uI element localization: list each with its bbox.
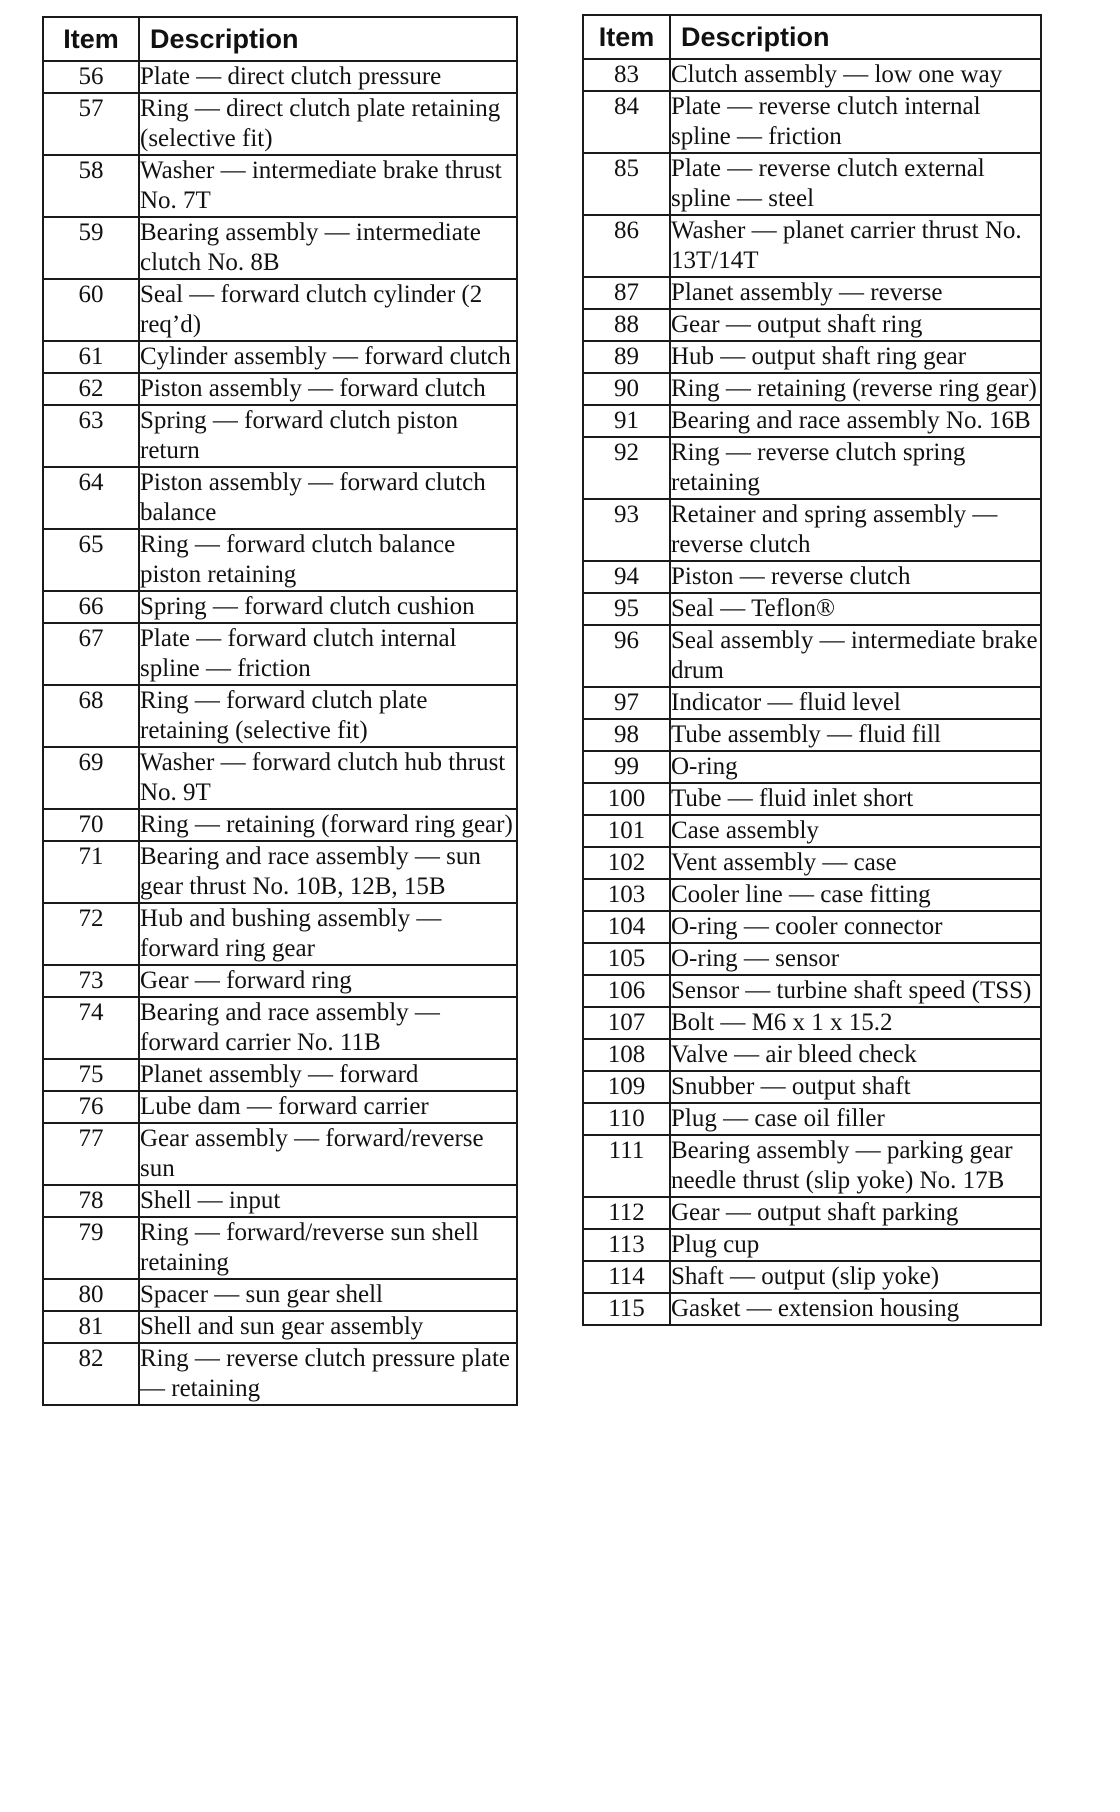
item-description: Bearing assembly — parking gear needle thrust (slip yoke) No. 17B bbox=[670, 1135, 1041, 1197]
item-description: Ring — reverse clutch spring retaining bbox=[670, 437, 1041, 499]
item-number: 60 bbox=[43, 279, 139, 341]
table-row bbox=[43, 155, 517, 217]
table-row bbox=[583, 1039, 1041, 1071]
item-number: 112 bbox=[583, 1197, 670, 1229]
table-row bbox=[43, 1279, 517, 1311]
description-column-header: Description bbox=[139, 17, 517, 61]
table-row bbox=[43, 591, 517, 623]
item-number: 110 bbox=[583, 1103, 670, 1135]
item-number: 56 bbox=[43, 61, 139, 93]
item-description: Indicator — fluid level bbox=[670, 687, 1041, 719]
table-row bbox=[43, 1059, 517, 1091]
item-number: 79 bbox=[43, 1217, 139, 1279]
table-row bbox=[583, 277, 1041, 309]
item-number: 75 bbox=[43, 1059, 139, 1091]
table-row bbox=[43, 529, 517, 591]
item-description: Tube — fluid inlet short bbox=[670, 783, 1041, 815]
item-number: 107 bbox=[583, 1007, 670, 1039]
item-description: Spring — forward clutch piston return bbox=[139, 405, 517, 467]
item-description: Valve — air bleed check bbox=[670, 1039, 1041, 1071]
table-row bbox=[583, 91, 1041, 153]
item-description: Hub and bushing assembly — forward ring gear bbox=[139, 903, 517, 965]
item-description: Plate — reverse clutch internal spline — friction bbox=[670, 91, 1041, 153]
table-row bbox=[43, 1217, 517, 1279]
item-column-header: Item bbox=[583, 15, 670, 59]
item-description: O-ring bbox=[670, 751, 1041, 783]
item-description: Washer — planet carrier thrust No. 13T/14T bbox=[670, 215, 1041, 277]
item-description: Gear — forward ring bbox=[139, 965, 517, 997]
item-number: 95 bbox=[583, 593, 670, 625]
header-row bbox=[43, 17, 517, 61]
item-number: 106 bbox=[583, 975, 670, 1007]
item-number: 85 bbox=[583, 153, 670, 215]
item-description: Ring — forward clutch balance piston retaining bbox=[139, 529, 517, 591]
table-row bbox=[583, 1103, 1041, 1135]
table-row bbox=[583, 847, 1041, 879]
item-description: Retainer and spring assembly — reverse clutch bbox=[670, 499, 1041, 561]
item-number: 103 bbox=[583, 879, 670, 911]
item-description: Washer — intermediate brake thrust No. 7T bbox=[139, 155, 517, 217]
item-description: Tube assembly — fluid fill bbox=[670, 719, 1041, 751]
item-number: 102 bbox=[583, 847, 670, 879]
item-description: Gear — output shaft ring bbox=[670, 309, 1041, 341]
item-description: Shaft — output (slip yoke) bbox=[670, 1261, 1041, 1293]
table-row bbox=[583, 1261, 1041, 1293]
item-description: Seal assembly — intermediate brake drum bbox=[670, 625, 1041, 687]
item-description: Plate — forward clutch internal spline — friction bbox=[139, 623, 517, 685]
table-row bbox=[43, 1185, 517, 1217]
table-row bbox=[583, 437, 1041, 499]
table-row bbox=[583, 1229, 1041, 1261]
table-row bbox=[43, 279, 517, 341]
table-row bbox=[43, 965, 517, 997]
item-number: 105 bbox=[583, 943, 670, 975]
table-row bbox=[583, 625, 1041, 687]
item-number: 70 bbox=[43, 809, 139, 841]
item-description: Hub — output shaft ring gear bbox=[670, 341, 1041, 373]
item-number: 73 bbox=[43, 965, 139, 997]
table-row bbox=[43, 1123, 517, 1185]
item-number: 87 bbox=[583, 277, 670, 309]
parts-table-left bbox=[42, 16, 518, 1406]
item-number: 63 bbox=[43, 405, 139, 467]
table-row bbox=[583, 751, 1041, 783]
item-number: 78 bbox=[43, 1185, 139, 1217]
item-number: 81 bbox=[43, 1311, 139, 1343]
item-number: 86 bbox=[583, 215, 670, 277]
table-row bbox=[583, 1071, 1041, 1103]
table-row bbox=[43, 1343, 517, 1405]
item-description: Ring — forward/reverse sun shell retaining bbox=[139, 1217, 517, 1279]
header-row bbox=[583, 15, 1041, 59]
item-number: 66 bbox=[43, 591, 139, 623]
item-description: Ring — retaining (reverse ring gear) bbox=[670, 373, 1041, 405]
item-number: 114 bbox=[583, 1261, 670, 1293]
table-row bbox=[583, 1007, 1041, 1039]
item-description: Bearing assembly — intermediate clutch No. 8B bbox=[139, 217, 517, 279]
table-row bbox=[583, 815, 1041, 847]
item-description: O-ring — sensor bbox=[670, 943, 1041, 975]
item-number: 62 bbox=[43, 373, 139, 405]
item-description: Cooler line — case fitting bbox=[670, 879, 1041, 911]
item-number: 109 bbox=[583, 1071, 670, 1103]
table-row bbox=[583, 499, 1041, 561]
right-table-body bbox=[583, 59, 1041, 1325]
table-row bbox=[583, 1135, 1041, 1197]
item-description: Ring — reverse clutch pressure plate — retaining bbox=[139, 1343, 517, 1405]
table-row bbox=[583, 783, 1041, 815]
item-number: 61 bbox=[43, 341, 139, 373]
table-row bbox=[43, 405, 517, 467]
table-row bbox=[583, 911, 1041, 943]
item-number: 101 bbox=[583, 815, 670, 847]
item-number: 69 bbox=[43, 747, 139, 809]
item-number: 83 bbox=[583, 59, 670, 91]
table-row bbox=[583, 593, 1041, 625]
table-row bbox=[43, 903, 517, 965]
item-description: Planet assembly — reverse bbox=[670, 277, 1041, 309]
item-number: 64 bbox=[43, 467, 139, 529]
item-number: 82 bbox=[43, 1343, 139, 1405]
description-column-header: Description bbox=[670, 15, 1041, 59]
item-description: Ring — direct clutch plate retaining (selective fit) bbox=[139, 93, 517, 155]
item-number: 94 bbox=[583, 561, 670, 593]
item-number: 92 bbox=[583, 437, 670, 499]
item-description: Bearing and race assembly — sun gear thrust No. 10B, 12B, 15B bbox=[139, 841, 517, 903]
item-description: Vent assembly — case bbox=[670, 847, 1041, 879]
table-row bbox=[583, 153, 1041, 215]
table-row bbox=[583, 309, 1041, 341]
table-row bbox=[43, 685, 517, 747]
item-number: 57 bbox=[43, 93, 139, 155]
table-row bbox=[43, 61, 517, 93]
item-number: 72 bbox=[43, 903, 139, 965]
table-row bbox=[43, 809, 517, 841]
item-number: 76 bbox=[43, 1091, 139, 1123]
table-row bbox=[43, 93, 517, 155]
table-row bbox=[583, 1197, 1041, 1229]
table-row bbox=[583, 59, 1041, 91]
table-row bbox=[43, 467, 517, 529]
item-description: Seal — Teflon® bbox=[670, 593, 1041, 625]
item-description: Ring — retaining (forward ring gear) bbox=[139, 809, 517, 841]
table-row bbox=[583, 405, 1041, 437]
table-row bbox=[583, 341, 1041, 373]
item-number: 98 bbox=[583, 719, 670, 751]
table-row bbox=[583, 879, 1041, 911]
table-row bbox=[583, 943, 1041, 975]
item-description: Case assembly bbox=[670, 815, 1041, 847]
item-description: Shell — input bbox=[139, 1185, 517, 1217]
item-description: Ring — forward clutch plate retaining (selective fit) bbox=[139, 685, 517, 747]
item-number: 80 bbox=[43, 1279, 139, 1311]
item-number: 100 bbox=[583, 783, 670, 815]
item-description: Planet assembly — forward bbox=[139, 1059, 517, 1091]
item-description: Plug — case oil filler bbox=[670, 1103, 1041, 1135]
table-row bbox=[583, 373, 1041, 405]
table-row bbox=[43, 997, 517, 1059]
item-number: 93 bbox=[583, 499, 670, 561]
table-row bbox=[43, 341, 517, 373]
table-row bbox=[43, 623, 517, 685]
item-description: Shell and sun gear assembly bbox=[139, 1311, 517, 1343]
item-number: 104 bbox=[583, 911, 670, 943]
item-description: O-ring — cooler connector bbox=[670, 911, 1041, 943]
item-description: Plug cup bbox=[670, 1229, 1041, 1261]
table-row bbox=[583, 561, 1041, 593]
item-number: 96 bbox=[583, 625, 670, 687]
table-row bbox=[583, 687, 1041, 719]
item-number: 113 bbox=[583, 1229, 670, 1261]
item-number: 88 bbox=[583, 309, 670, 341]
item-number: 99 bbox=[583, 751, 670, 783]
item-description: Spacer — sun gear shell bbox=[139, 1279, 517, 1311]
item-number: 74 bbox=[43, 997, 139, 1059]
item-description: Piston assembly — forward clutch bbox=[139, 373, 517, 405]
item-number: 90 bbox=[583, 373, 670, 405]
item-number: 77 bbox=[43, 1123, 139, 1185]
item-description: Lube dam — forward carrier bbox=[139, 1091, 517, 1123]
item-number: 59 bbox=[43, 217, 139, 279]
item-number: 71 bbox=[43, 841, 139, 903]
item-number: 65 bbox=[43, 529, 139, 591]
item-description: Gasket — extension housing bbox=[670, 1293, 1041, 1325]
item-description: Cylinder assembly — forward clutch bbox=[139, 341, 517, 373]
table-row bbox=[43, 373, 517, 405]
table-row bbox=[43, 841, 517, 903]
item-number: 97 bbox=[583, 687, 670, 719]
table-row bbox=[43, 1311, 517, 1343]
table-row bbox=[43, 747, 517, 809]
item-description: Washer — forward clutch hub thrust No. 9T bbox=[139, 747, 517, 809]
item-column-header: Item bbox=[43, 17, 139, 61]
item-number: 67 bbox=[43, 623, 139, 685]
item-description: Sensor — turbine shaft speed (TSS) bbox=[670, 975, 1041, 1007]
table-row bbox=[583, 719, 1041, 751]
item-number: 89 bbox=[583, 341, 670, 373]
item-description: Plate — direct clutch pressure bbox=[139, 61, 517, 93]
item-description: Seal — forward clutch cylinder (2 req’d) bbox=[139, 279, 517, 341]
item-description: Bolt — M6 x 1 x 15.2 bbox=[670, 1007, 1041, 1039]
item-description: Snubber — output shaft bbox=[670, 1071, 1041, 1103]
table-row bbox=[583, 975, 1041, 1007]
item-description: Piston — reverse clutch bbox=[670, 561, 1041, 593]
item-description: Gear — output shaft parking bbox=[670, 1197, 1041, 1229]
table-row bbox=[43, 217, 517, 279]
item-description: Bearing and race assembly No. 16B bbox=[670, 405, 1041, 437]
table-row bbox=[583, 1293, 1041, 1325]
item-description: Bearing and race assembly — forward carrier No. 11B bbox=[139, 997, 517, 1059]
item-number: 91 bbox=[583, 405, 670, 437]
item-description: Spring — forward clutch cushion bbox=[139, 591, 517, 623]
item-description: Plate — reverse clutch external spline — steel bbox=[670, 153, 1041, 215]
item-number: 108 bbox=[583, 1039, 670, 1071]
left-table-body bbox=[43, 61, 517, 1405]
item-description: Clutch assembly — low one way bbox=[670, 59, 1041, 91]
item-number: 84 bbox=[583, 91, 670, 153]
item-number: 115 bbox=[583, 1293, 670, 1325]
item-number: 58 bbox=[43, 155, 139, 217]
item-number: 68 bbox=[43, 685, 139, 747]
item-description: Gear assembly — forward/reverse sun bbox=[139, 1123, 517, 1185]
table-row bbox=[583, 215, 1041, 277]
table-row bbox=[43, 1091, 517, 1123]
item-description: Piston assembly — forward clutch balance bbox=[139, 467, 517, 529]
item-number: 111 bbox=[583, 1135, 670, 1197]
parts-table-right bbox=[582, 14, 1042, 1326]
